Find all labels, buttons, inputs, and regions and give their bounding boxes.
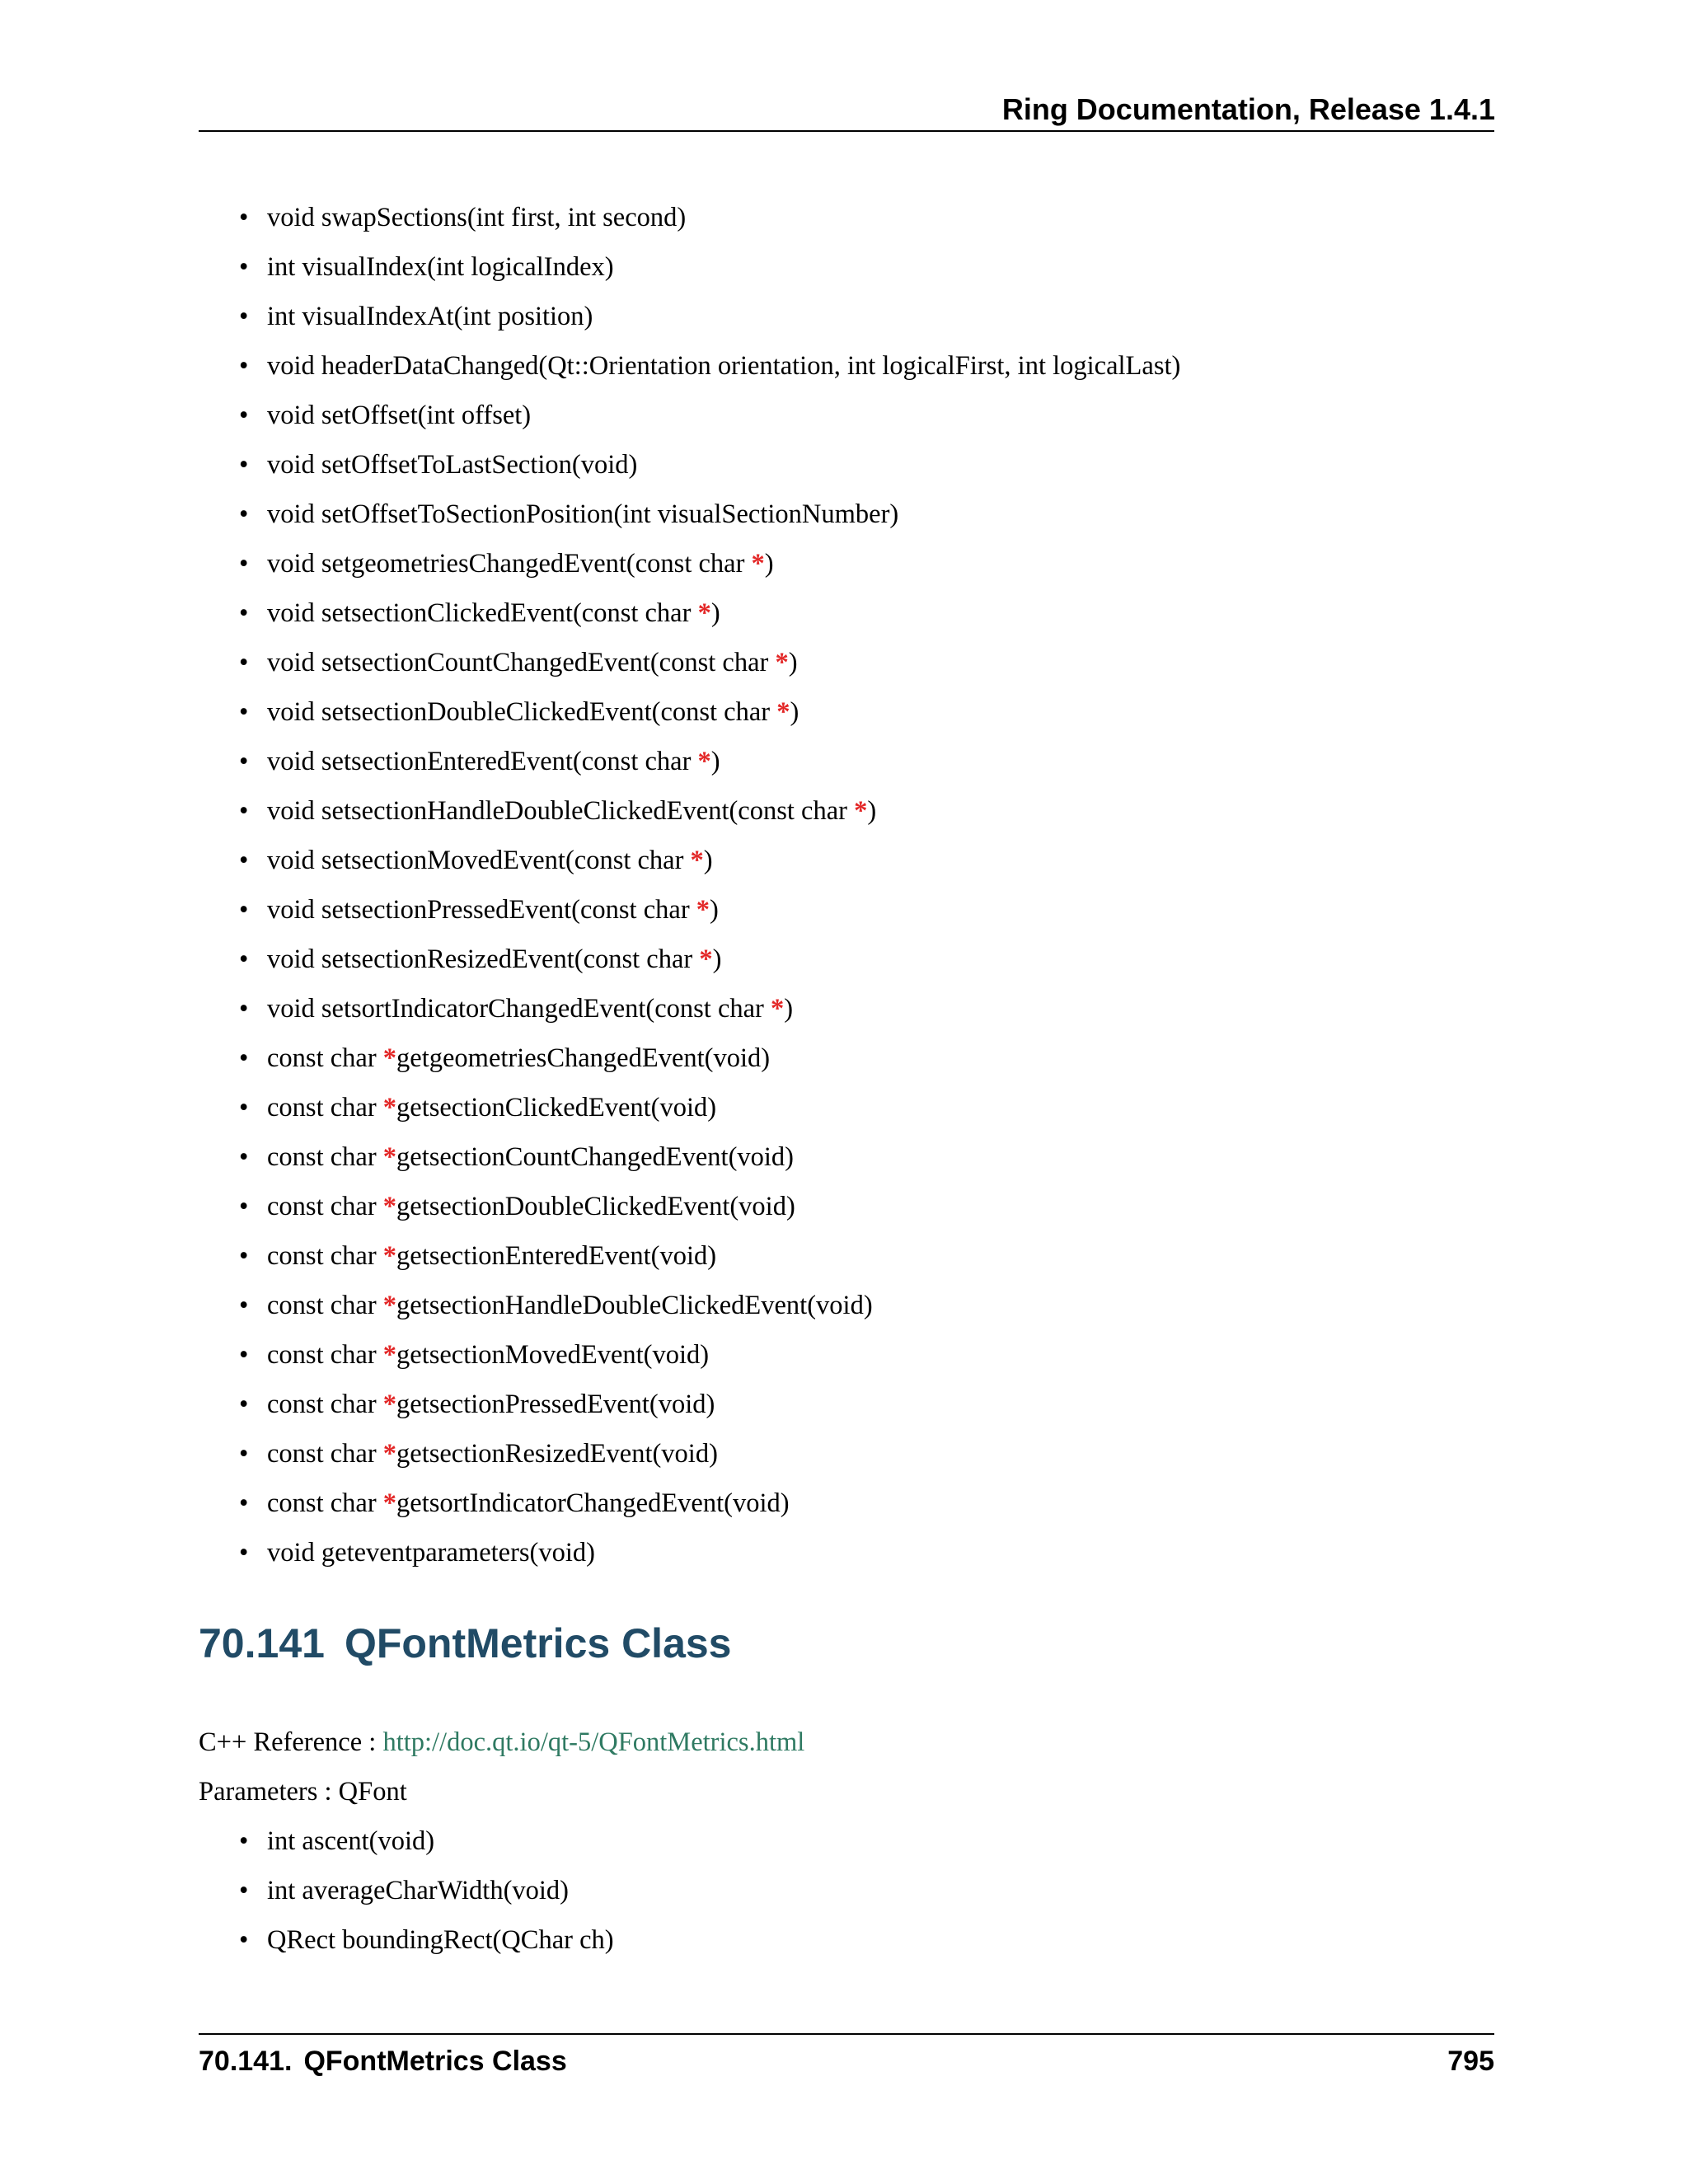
method-list-item: [239, 193, 1180, 242]
method-list-item: [239, 1182, 1180, 1231]
method-list-item: [239, 1380, 1180, 1429]
method-text-suffix: getgeometriesChangedEvent(void): [396, 1043, 771, 1073]
pointer-star: *: [775, 648, 789, 677]
method-list-item: [239, 1479, 1180, 1528]
method-text-prefix: const char: [267, 1340, 383, 1370]
pointer-star: *: [382, 1291, 397, 1320]
pointer-star: *: [697, 598, 711, 628]
method-text-suffix: ): [764, 549, 774, 579]
method-list-item: [239, 786, 1180, 836]
method-list-item: [239, 242, 1180, 292]
section-method-item: • QRect boundingRect(QChar ch): [239, 1915, 614, 1965]
pointer-star: *: [382, 1340, 397, 1370]
methods-list: [239, 193, 1180, 1577]
method-text-suffix: ): [784, 994, 794, 1024]
method-text-prefix: void geteventparameters(void): [267, 1538, 595, 1568]
pointer-star: *: [699, 944, 713, 974]
method-list-item: [239, 984, 1180, 1033]
pointer-star: *: [751, 549, 765, 579]
footer-section-number: 70.141.: [199, 2046, 293, 2077]
method-list-item: [239, 440, 1180, 490]
cpp-reference-label: C++ Reference :: [199, 1727, 383, 1757]
method-list-item: [239, 490, 1180, 539]
pointer-star: *: [382, 1439, 397, 1469]
method-list-item: [239, 1083, 1180, 1132]
method-text-prefix: const char: [267, 1488, 383, 1518]
method-text-suffix: getsectionHandleDoubleClickedEvent(void): [396, 1291, 873, 1320]
method-text-prefix: void setOffsetToSectionPosition(int visualSectionNumber): [267, 499, 899, 529]
pointer-star: *: [382, 1043, 397, 1073]
method-list-item: [239, 885, 1180, 935]
method-text-suffix: getsectionCountChangedEvent(void): [396, 1142, 795, 1172]
pointer-star: *: [697, 747, 711, 776]
method-text-prefix: const char: [267, 1093, 383, 1122]
method-text-prefix: void setsortIndicatorChangedEvent(const char: [267, 994, 771, 1024]
method-list-item: [239, 1528, 1180, 1577]
method-text-suffix: ): [867, 796, 877, 826]
method-text-prefix: void setgeometriesChangedEvent(const char: [267, 549, 752, 579]
pointer-star: *: [696, 895, 710, 925]
footer-divider: [199, 2033, 1494, 2035]
method-list-item: [239, 1281, 1180, 1330]
method-text-suffix: getsortIndicatorChangedEvent(void): [396, 1488, 790, 1518]
method-text-suffix: ): [788, 648, 798, 677]
pointer-star: *: [382, 1192, 397, 1221]
method-text-prefix: void setsectionEnteredEvent(const char: [267, 747, 698, 776]
method-text-suffix: ): [703, 846, 713, 875]
parameters-line: Parameters : QFont: [199, 1777, 407, 1807]
pointer-star: *: [690, 846, 704, 875]
method-list-item: [239, 1231, 1180, 1281]
method-text-suffix: getsectionClickedEvent(void): [396, 1093, 717, 1122]
method-text-prefix: void setsectionClickedEvent(const char: [267, 598, 698, 628]
method-text-suffix: getsectionPressedEvent(void): [396, 1390, 715, 1419]
cpp-reference-link[interactable]: http://doc.qt.io/qt-5/QFontMetrics.html: [382, 1727, 805, 1757]
cpp-reference-line: [199, 1718, 804, 1767]
method-text-prefix: int visualIndex(int logicalIndex): [267, 252, 614, 282]
footer-section: [199, 2043, 567, 2079]
method-text-prefix: void setsectionPressedEvent(const char: [267, 895, 696, 925]
method-text-suffix: ): [710, 895, 719, 925]
section-method-item: • int ascent(void): [239, 1816, 614, 1866]
pointer-star: *: [382, 1093, 397, 1122]
method-text-prefix: void setOffset(int offset): [267, 401, 532, 430]
method-list-item: [239, 687, 1180, 737]
method-list-item: [239, 1132, 1180, 1182]
method-list-item: [239, 588, 1180, 638]
method-text-prefix: void setsectionDoubleClickedEvent(const char: [267, 697, 777, 727]
method-text-prefix: const char: [267, 1192, 383, 1221]
section-heading: [199, 1617, 732, 1670]
pointer-star: *: [382, 1488, 397, 1518]
method-list-item: [239, 1033, 1180, 1083]
method-text-prefix: const char: [267, 1439, 383, 1469]
method-text-prefix: const char: [267, 1142, 383, 1172]
method-text-prefix: void setsectionHandleDoubleClickedEvent(const char: [267, 796, 855, 826]
method-text-prefix: const char: [267, 1043, 383, 1073]
page-number: 795: [1447, 2046, 1494, 2077]
method-list-item: [239, 737, 1180, 786]
method-text-suffix: getsectionEnteredEvent(void): [396, 1241, 717, 1271]
method-text-suffix: getsectionDoubleClickedEvent(void): [396, 1192, 795, 1221]
method-text-suffix: ): [790, 697, 799, 727]
footer-section-title: QFontMetrics Class: [303, 2046, 567, 2077]
method-text-suffix: ): [710, 747, 720, 776]
method-list-item: [239, 1330, 1180, 1380]
pointer-star: *: [776, 697, 790, 727]
section-title: QFontMetrics Class: [344, 1620, 732, 1666]
method-text-prefix: const char: [267, 1390, 383, 1419]
method-list-item: [239, 638, 1180, 687]
pointer-star: *: [382, 1241, 397, 1271]
method-text-prefix: int visualIndexAt(int position): [267, 302, 593, 331]
section-method-item: • int averageCharWidth(void): [239, 1866, 614, 1915]
method-text-suffix: ): [710, 598, 720, 628]
section-number: 70.141: [199, 1620, 325, 1666]
method-text-prefix: void headerDataChanged(Qt::Orientation orientation, int logicalFirst, int logicalLast): [267, 351, 1181, 381]
header-divider: [199, 130, 1494, 132]
method-text-prefix: void setsectionResizedEvent(const char: [267, 944, 700, 974]
section-methods-list: [239, 1816, 614, 1965]
method-text-suffix: getsectionResizedEvent(void): [396, 1439, 718, 1469]
method-text-prefix: const char: [267, 1291, 383, 1320]
method-text-suffix: getsectionMovedEvent(void): [396, 1340, 710, 1370]
method-list-item: [239, 539, 1180, 588]
method-list-item: [239, 836, 1180, 885]
method-list-item: [239, 1429, 1180, 1479]
method-list-item: [239, 341, 1180, 391]
method-list-item: [239, 935, 1180, 984]
running-header-title: Ring Documentation, Release 1.4.1: [1001, 92, 1495, 126]
method-text-prefix: void setOffsetToLastSection(void): [267, 450, 638, 480]
method-list-item: [239, 391, 1180, 440]
pointer-star: *: [382, 1142, 397, 1172]
method-text-prefix: void setsectionMovedEvent(const char: [267, 846, 691, 875]
pointer-star: *: [382, 1390, 397, 1419]
method-text-prefix: void setsectionCountChangedEvent(const char: [267, 648, 776, 677]
method-list-item: [239, 292, 1180, 341]
pointer-star: *: [771, 994, 785, 1024]
method-text-suffix: ): [712, 944, 722, 974]
method-text-prefix: const char: [267, 1241, 383, 1271]
method-text-prefix: void swapSections(int first, int second): [267, 203, 687, 232]
pointer-star: *: [854, 796, 868, 826]
